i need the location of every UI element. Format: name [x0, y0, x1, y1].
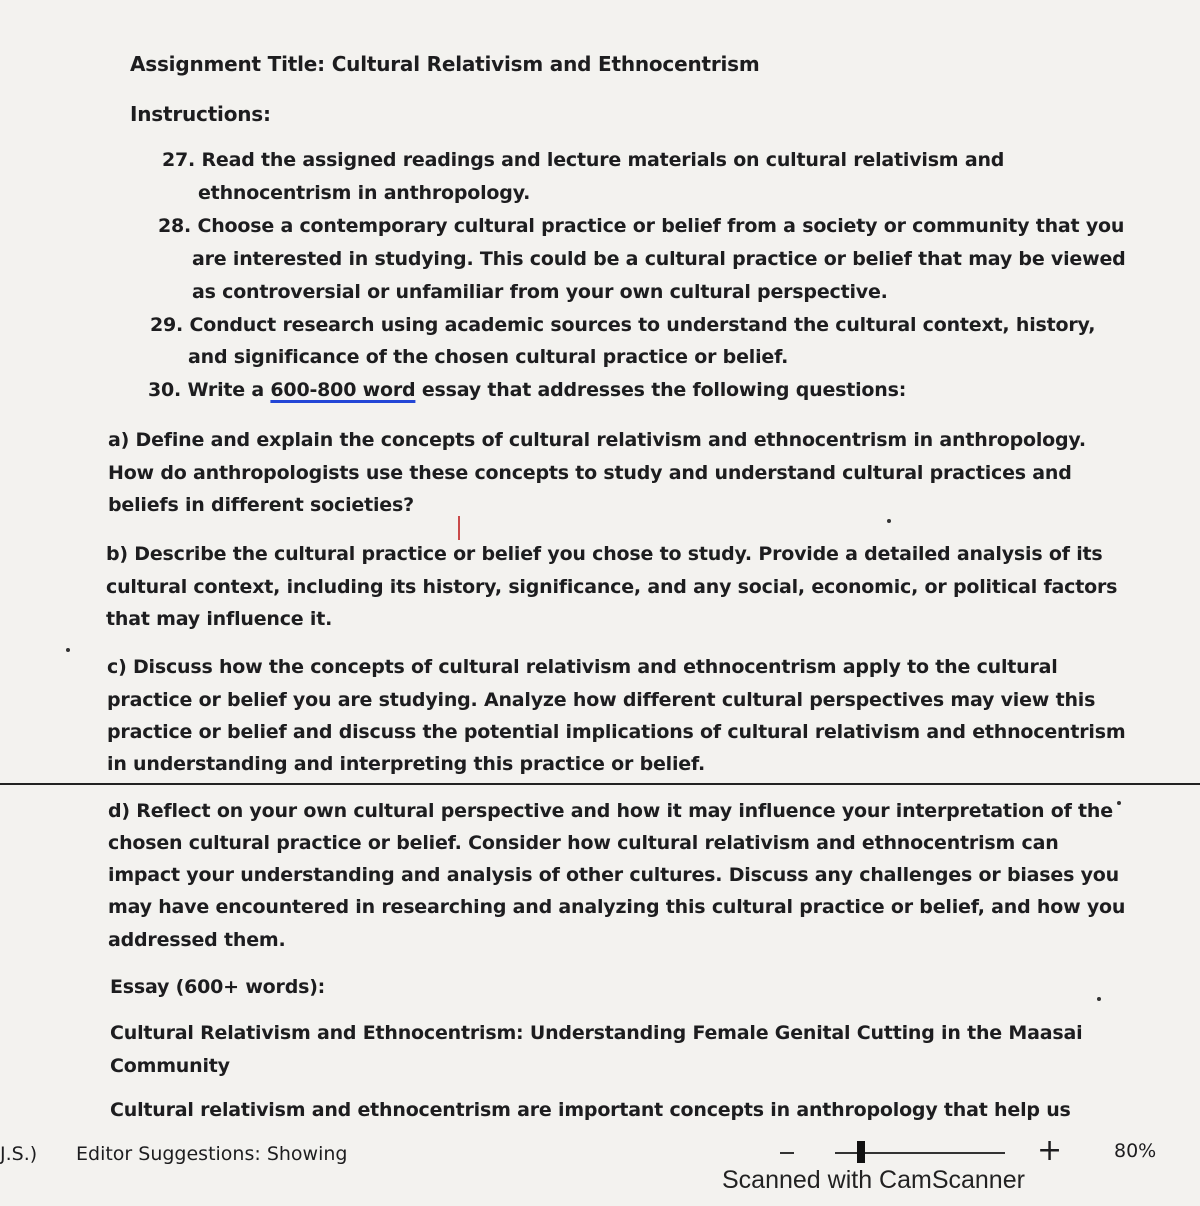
- question-a-line2: How do anthropologists use these concepts to study and understand cultural practices and: [108, 462, 1072, 484]
- list-item-27-line1: 27. Read the assigned readings and lecture materials on cultural relativism and: [162, 149, 1005, 171]
- question-b-line1: b) Describe the cultural practice or belief you chose to study. Provide a detailed analysis of its: [106, 543, 1103, 565]
- list-item-28-line1: 28. Choose a contemporary cultural practice or belief from a society or community that you: [158, 215, 1125, 237]
- question-d-line2: chosen cultural practice or belief. Consider how cultural relativism and ethnocentrism can: [108, 832, 1059, 854]
- question-d-line1: d) Reflect on your own cultural perspective and how it may influence your interpretation of the: [108, 800, 1113, 822]
- question-c-line1: c) Discuss how the concepts of cultural relativism and ethnocentrism apply to the cultural: [107, 656, 1058, 678]
- question-b-line2: cultural context, including its history, significance, and any social, economic, or political factors: [106, 576, 1118, 598]
- list-item-27-line2: ethnocentrism in anthropology.: [198, 182, 531, 204]
- zoom-level[interactable]: 80%: [1114, 1140, 1157, 1162]
- list-item-30-suffix: essay that addresses the following questions:: [415, 379, 907, 401]
- zoom-in-button[interactable]: +: [1037, 1133, 1063, 1168]
- essay-title-line1: Cultural Relativism and Ethnocentrism: Understanding Female Genital Cutting in the Maasai: [110, 1022, 1083, 1044]
- list-item-29-line1: 29. Conduct research using academic sources to understand the cultural context, history,: [150, 314, 1096, 336]
- question-c-line4: in understanding and interpreting this practice or belief.: [107, 753, 706, 775]
- assignment-title: Assignment Title: Cultural Relativism and Ethnocentrism: [130, 52, 760, 76]
- question-c-line2: practice or belief you are studying. Analyze how different cultural perspectives may view this: [107, 689, 1096, 711]
- question-a-line1: a) Define and explain the concepts of cultural relativism and ethnocentrism in anthropology.: [108, 429, 1086, 451]
- list-item-28-line3: as controversial or unfamiliar from your own cultural perspective.: [192, 281, 888, 303]
- question-b-line3: that may influence it.: [106, 608, 333, 630]
- camscanner-watermark: Scanned with CamScanner: [722, 1166, 1025, 1194]
- essay-heading: Essay (600+ words):: [110, 976, 326, 998]
- question-d-line3: impact your understanding and analysis of other cultures. Discuss any challenges or biases you: [108, 864, 1119, 886]
- text-cursor: [458, 516, 460, 540]
- question-a-line3: beliefs in different societies?: [108, 494, 414, 516]
- scan-speck: [887, 519, 891, 523]
- scan-speck: [66, 648, 70, 652]
- language-indicator[interactable]: J.S.): [0, 1143, 38, 1165]
- scan-speck: [1117, 801, 1121, 805]
- zoom-out-button[interactable]: [780, 1152, 794, 1154]
- scan-speck: [1097, 997, 1101, 1001]
- list-item-30: [148, 379, 906, 401]
- question-d-line4: may have encountered in researching and analyzing this cultural practice or belief, and how you: [108, 896, 1126, 918]
- page-break-divider: [0, 783, 1200, 785]
- zoom-slider-thumb[interactable]: [857, 1141, 865, 1163]
- list-item-28-line2: are interested in studying. This could be a cultural practice or belief that may be viewed: [192, 248, 1126, 270]
- essay-body-line1: Cultural relativism and ethnocentrism are important concepts in anthropology that help us: [110, 1099, 1071, 1121]
- word-count-underline[interactable]: 600-800 word: [270, 379, 416, 401]
- essay-title-line2: Community: [110, 1055, 230, 1077]
- editor-suggestions-status[interactable]: Editor Suggestions: Showing: [76, 1143, 348, 1165]
- instructions-label: Instructions:: [130, 102, 271, 126]
- question-d-line5: addressed them.: [108, 929, 286, 951]
- question-c-line3: practice or belief and discuss the potential implications of cultural relativism and ethnocentrism: [107, 721, 1126, 743]
- list-item-29-line2: and significance of the chosen cultural practice or belief.: [188, 346, 789, 368]
- list-item-30-prefix: 30. Write a: [148, 379, 271, 401]
